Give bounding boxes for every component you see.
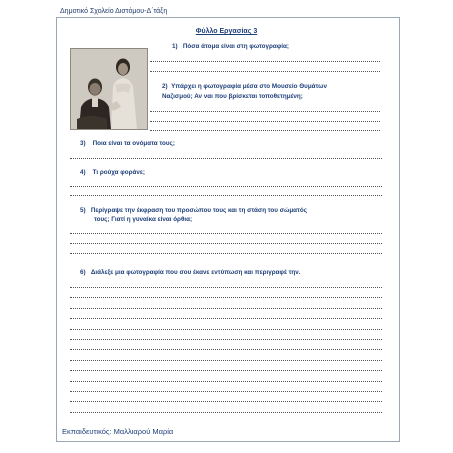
answer-line[interactable] [70,287,382,288]
question-5: 5) Περίγραψε την έκφραση του προσώπου τους και τη στάση του σώματός [80,207,307,214]
answer-line[interactable] [150,71,380,72]
answer-line[interactable] [70,297,382,298]
question-4: 4) Τι ρούχα φοράνε; [80,169,145,176]
worksheet-title: Φύλλο Εργασίας 3 [195,28,258,35]
question-5-continued: τους; Γιατί η γυναίκα είναι όρθια; [94,216,193,223]
answer-line[interactable] [70,349,382,350]
answer-line[interactable] [150,111,380,112]
answer-line[interactable] [70,401,382,402]
question-2: 2) Υπάρχει η φωτογραφία μέσα στο Μουσείο Θυμάτων [162,83,328,90]
answer-line[interactable] [70,253,382,254]
question-2-continued: Ναζισμού; Αν ναι που βρίσκεται τοποθετημένη; [162,93,303,100]
answer-line[interactable] [150,130,380,131]
answer-line[interactable] [70,381,382,382]
answer-line[interactable] [70,329,382,330]
answer-line[interactable] [70,318,382,319]
school-header: Δημοτικό Σχολείο Διστόμου-Δ΄τάξη [60,8,168,15]
question-1: 1) Πόσα άτομα είναι στη φωτογραφία; [172,43,289,50]
answer-line[interactable] [70,370,382,371]
answer-line[interactable] [70,158,382,159]
answer-line[interactable] [70,195,382,196]
teacher-footer: Εκπαιδευτικός: Μαλλιαρού Μαρία [62,427,174,436]
answer-line[interactable] [70,186,382,187]
answer-line[interactable] [70,308,382,309]
answer-line[interactable] [70,360,382,361]
answer-line[interactable] [70,339,382,340]
answer-line[interactable] [70,233,382,234]
answer-line[interactable] [70,391,382,392]
question-6: 6) Διάλεξε μια φωτογραφία που σου έκανε εντύπωση και περιγραφέ την. [80,269,301,276]
answer-line[interactable] [150,61,380,62]
answer-line[interactable] [150,121,380,122]
answer-line[interactable] [70,412,382,413]
answer-line[interactable] [70,243,382,244]
question-3: 3) Ποια είναι τα ονόματα τους; [80,140,175,147]
old-photograph [70,48,148,130]
